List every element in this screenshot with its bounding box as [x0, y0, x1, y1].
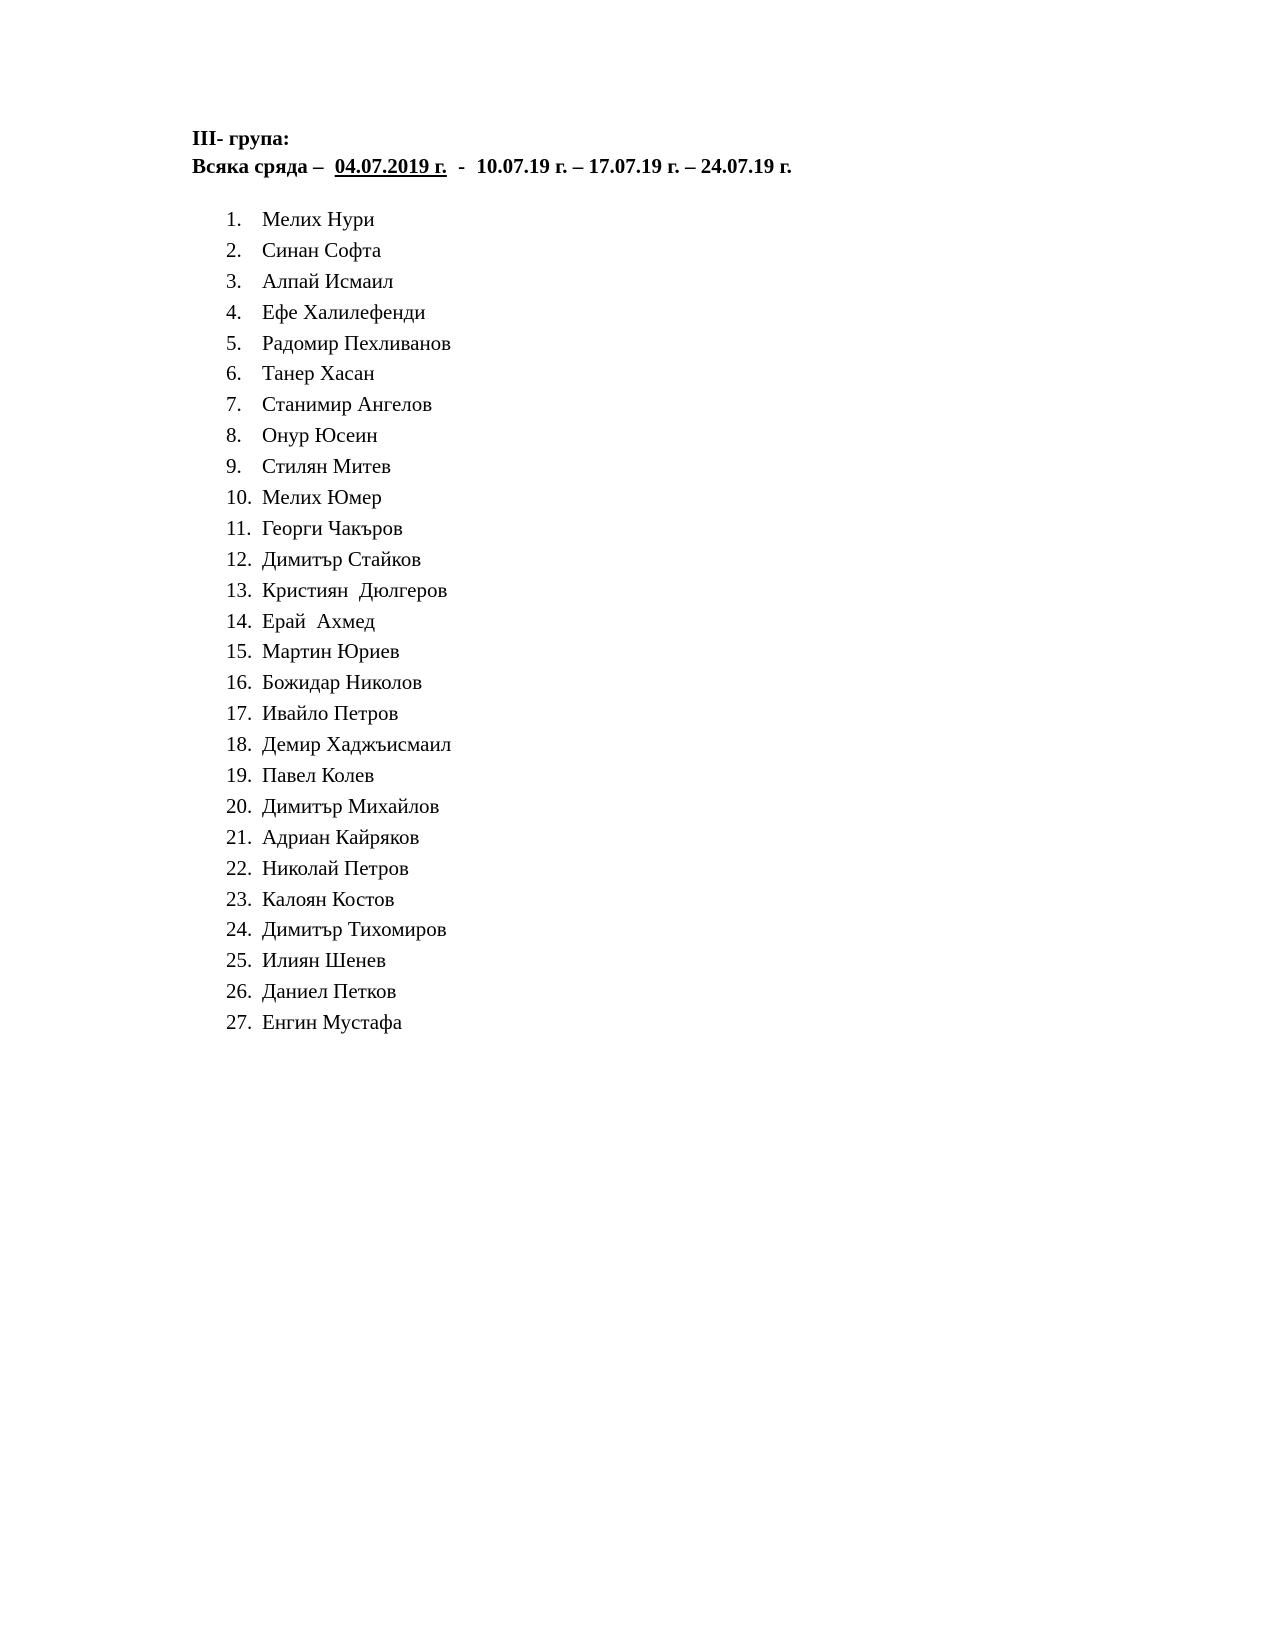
- list-item: [226, 822, 451, 853]
- list-item-number: 26.: [226, 979, 253, 1004]
- list-item: [226, 853, 451, 884]
- list-item-name: Енгин Мустафа: [262, 1010, 403, 1035]
- list-item: [226, 235, 451, 266]
- list-item-number: 16.: [226, 670, 253, 695]
- list-item: [226, 884, 451, 915]
- list-item-number: 15.: [226, 639, 253, 664]
- list-item-name: Ивайло Петров: [262, 701, 399, 726]
- list-item: [226, 266, 451, 297]
- schedule-line: [192, 152, 792, 180]
- list-item-number: 10.: [226, 485, 253, 510]
- list-item-name: Стилян Митев: [262, 454, 392, 479]
- list-item: [226, 729, 451, 760]
- list-item-name: Ефе Халилефенди: [262, 299, 426, 324]
- list-item: [226, 451, 451, 482]
- list-item: [226, 544, 451, 575]
- list-item-name: Ерай Ахмед: [262, 608, 376, 633]
- list-item: [226, 698, 451, 729]
- list-item-name: Адриан Кайряков: [262, 824, 420, 849]
- list-item: [226, 945, 451, 976]
- list-item: [226, 667, 451, 698]
- list-item-name: Алпай Исмаил: [262, 268, 394, 293]
- list-item-number: 21.: [226, 824, 253, 849]
- list-item: [226, 791, 451, 822]
- list-item-number: 1.: [226, 207, 242, 231]
- list-item: [226, 358, 451, 389]
- list-item-number: 27.: [226, 1010, 253, 1035]
- list-item-name: Станимир Ангелов: [262, 392, 433, 417]
- list-item-name: Кристиян Дюлгеров: [262, 577, 448, 602]
- list-item-number: 19.: [226, 763, 253, 788]
- list-item: [226, 482, 451, 513]
- list-item-name: Калоян Костов: [262, 886, 395, 911]
- other-dates: 10.07.19 г. – 17.07.19 г. – 24.07.19 г.: [476, 154, 792, 178]
- list-item: [226, 606, 451, 637]
- list-item-number: 22.: [226, 855, 253, 880]
- list-item-name: Илиян Шенев: [262, 948, 387, 973]
- list-item: [226, 575, 451, 606]
- list-item-name: Мелих Юмер: [262, 485, 382, 510]
- list-item: [226, 389, 451, 420]
- list-item-name: Мелих Нури: [262, 207, 375, 231]
- list-item-name: Демир Хаджъисмаил: [262, 732, 452, 757]
- schedule-prefix: Всяка сряда –: [192, 154, 324, 178]
- list-item-number: 8.: [226, 423, 242, 448]
- list-item-number: 14.: [226, 608, 253, 633]
- list-item-number: 18.: [226, 732, 253, 757]
- list-item-name: Николай Петров: [262, 855, 409, 880]
- list-item: [226, 1007, 451, 1038]
- list-item-number: 23.: [226, 886, 253, 911]
- list-item-name: Радомир Пехливанов: [262, 330, 452, 355]
- list-item: [226, 636, 451, 667]
- date-separator: -: [458, 154, 466, 178]
- list-item-name: Димитър Стайков: [262, 546, 422, 571]
- list-item-number: 7.: [226, 392, 242, 417]
- list-item-number: 24.: [226, 917, 253, 942]
- list-item-name: Георги Чакъров: [262, 515, 403, 540]
- list-item-number: 5.: [226, 330, 242, 355]
- list-item: [226, 914, 451, 945]
- list-item: [226, 328, 451, 359]
- list-item: [226, 760, 451, 791]
- list-item-name: Мартин Юриев: [262, 639, 400, 664]
- participant-list: [226, 204, 451, 1038]
- list-item-number: 6.: [226, 361, 242, 386]
- list-item-name: Онур Юсеин: [262, 423, 378, 448]
- list-item-number: 13.: [226, 577, 253, 602]
- list-item: [226, 513, 451, 544]
- list-item-number: 9.: [226, 454, 242, 479]
- list-item-number: 11.: [226, 515, 252, 540]
- list-item-number: 4.: [226, 299, 242, 324]
- list-item-number: 2.: [226, 237, 242, 262]
- list-item-name: Даниел Петков: [262, 979, 397, 1004]
- list-item-number: 20.: [226, 793, 253, 818]
- list-item-name: Синан Софта: [262, 237, 382, 262]
- list-item: [226, 204, 451, 235]
- list-item-number: 3.: [226, 268, 242, 293]
- list-item-name: Танер Хасан: [262, 361, 375, 386]
- list-item: [226, 976, 451, 1007]
- list-item: [226, 420, 451, 451]
- list-item: [226, 297, 451, 328]
- list-item-name: Димитър Михайлов: [262, 793, 440, 818]
- first-date: 04.07.2019 г.: [334, 154, 447, 178]
- group-title: III- група:: [192, 126, 290, 150]
- list-item-name: Павел Колев: [262, 763, 375, 788]
- list-item-name: Димитър Тихомиров: [262, 917, 447, 942]
- list-item-name: Божидар Николов: [262, 670, 423, 695]
- list-item-number: 12.: [226, 546, 253, 571]
- list-item-number: 17.: [226, 701, 253, 726]
- group-heading: [192, 124, 792, 180]
- list-item-number: 25.: [226, 948, 253, 973]
